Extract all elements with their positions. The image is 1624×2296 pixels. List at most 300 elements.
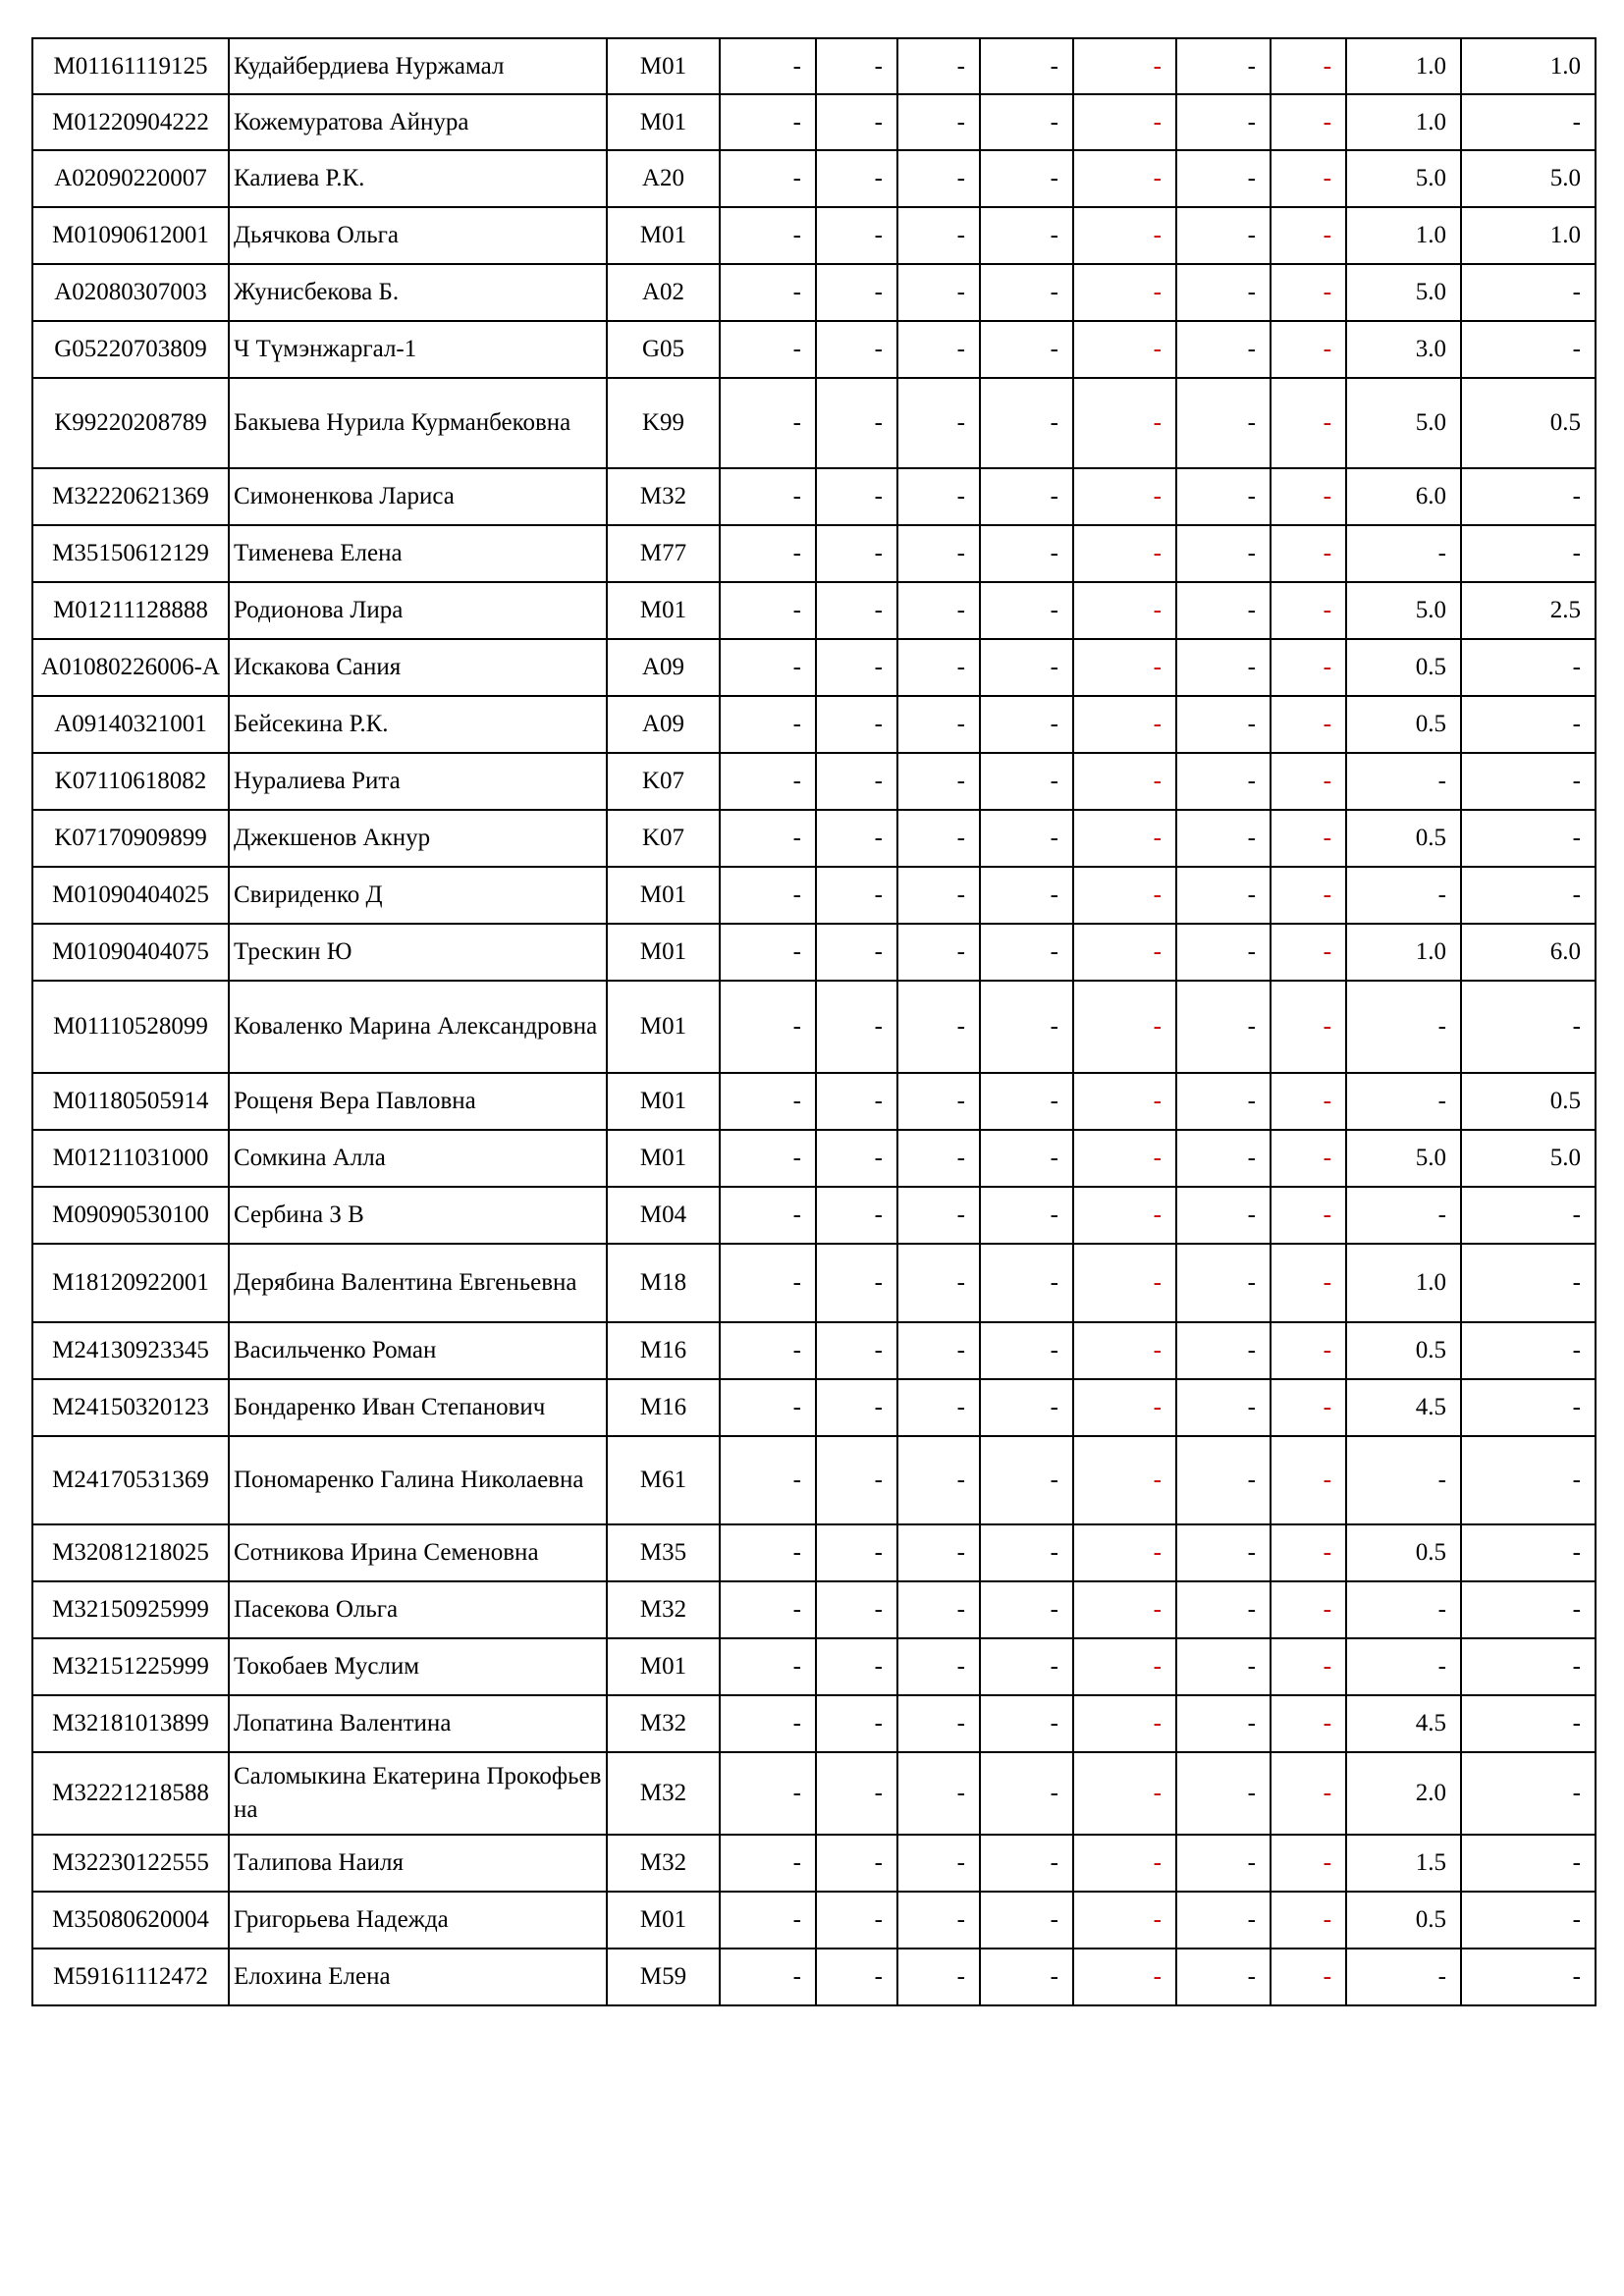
row-value-cell-8: 1.0 [1346,38,1461,94]
row-value-cell-1: - [720,468,816,525]
row-value-cell-2: - [816,1379,897,1436]
table-row [32,1892,1596,1949]
row-value-cell-8: 0.5 [1346,1524,1461,1581]
table-row [32,1949,1596,2005]
row-value-cell-9: - [1461,1379,1596,1436]
row-value-cell-6: - [1176,582,1271,639]
row-value-cell-4: - [980,639,1073,696]
row-value-cell-4: - [980,1524,1073,1581]
row-name-cell: Искакова Сания [229,639,607,696]
row-value-cell-3: - [897,696,980,753]
table-row [32,378,1596,468]
row-value-cell-7: - [1271,1949,1346,2005]
row-value-cell-3: - [897,582,980,639]
row-code-cell: M01 [607,1638,720,1695]
row-value-cell-7: - [1271,150,1346,207]
row-value-cell-5: - [1073,582,1176,639]
row-id-cell: M35080620004 [32,1892,229,1949]
row-value-cell-2: - [816,810,897,867]
table-row [32,924,1596,981]
row-value-cell-5: - [1073,1130,1176,1187]
table-row [32,639,1596,696]
row-value-cell-4: - [980,378,1073,468]
row-value-cell-8: - [1346,1187,1461,1244]
row-value-cell-2: - [816,924,897,981]
row-value-cell-6: - [1176,207,1271,264]
row-value-cell-4: - [980,94,1073,150]
row-value-cell-6: - [1176,810,1271,867]
row-id-cell: A02090220007 [32,150,229,207]
row-value-cell-7: - [1271,924,1346,981]
row-value-cell-8: - [1346,753,1461,810]
row-id-cell: A02080307003 [32,264,229,321]
row-value-cell-6: - [1176,38,1271,94]
row-value-cell-7: - [1271,810,1346,867]
row-value-cell-7: - [1271,1322,1346,1379]
row-value-cell-8: - [1346,1638,1461,1695]
row-code-cell: M35 [607,1524,720,1581]
row-value-cell-7: - [1271,1073,1346,1130]
row-name-cell: Сотникова Ирина Семеновна [229,1524,607,1581]
row-value-cell-2: - [816,378,897,468]
row-name-cell: Сербина З В [229,1187,607,1244]
table-row [32,810,1596,867]
row-value-cell-1: - [720,1835,816,1892]
row-value-cell-5: - [1073,1244,1176,1322]
row-value-cell-6: - [1176,1379,1271,1436]
row-value-cell-1: - [720,1892,816,1949]
row-code-cell: M32 [607,1695,720,1752]
row-name-cell: Дьячкова Ольга [229,207,607,264]
row-id-cell: K07110618082 [32,753,229,810]
row-value-cell-1: - [720,1244,816,1322]
row-value-cell-1: - [720,1752,816,1835]
row-id-cell: M01110528099 [32,981,229,1073]
row-value-cell-1: - [720,639,816,696]
row-value-cell-6: - [1176,1752,1271,1835]
row-value-cell-4: - [980,1949,1073,2005]
row-id-cell: M01090404075 [32,924,229,981]
row-value-cell-2: - [816,1436,897,1524]
row-code-cell: M32 [607,468,720,525]
row-value-cell-7: - [1271,321,1346,378]
row-value-cell-9: - [1461,753,1596,810]
row-value-cell-7: - [1271,753,1346,810]
row-value-cell-4: - [980,753,1073,810]
row-value-cell-7: - [1271,1752,1346,1835]
table-row [32,207,1596,264]
row-value-cell-3: - [897,1436,980,1524]
row-value-cell-2: - [816,150,897,207]
row-value-cell-9: 5.0 [1461,1130,1596,1187]
row-value-cell-3: - [897,639,980,696]
row-value-cell-5: - [1073,753,1176,810]
row-value-cell-3: - [897,150,980,207]
row-value-cell-8: - [1346,1436,1461,1524]
row-value-cell-6: - [1176,1322,1271,1379]
row-value-cell-4: - [980,150,1073,207]
row-value-cell-7: - [1271,1130,1346,1187]
row-value-cell-5: - [1073,1187,1176,1244]
row-value-cell-9: - [1461,1524,1596,1581]
row-id-cell: G05220703809 [32,321,229,378]
row-value-cell-1: - [720,753,816,810]
row-code-cell: M01 [607,207,720,264]
row-value-cell-2: - [816,639,897,696]
table-row [32,1581,1596,1638]
row-value-cell-4: - [980,207,1073,264]
table-row [32,525,1596,582]
row-value-cell-5: - [1073,1638,1176,1695]
row-value-cell-1: - [720,1436,816,1524]
row-value-cell-7: - [1271,525,1346,582]
row-name-cell: Токобаев Муслим [229,1638,607,1695]
row-value-cell-9: - [1461,1581,1596,1638]
row-value-cell-9: 1.0 [1461,38,1596,94]
row-id-cell: M01220904222 [32,94,229,150]
row-value-cell-6: - [1176,1695,1271,1752]
table-row [32,1835,1596,1892]
row-value-cell-9: 0.5 [1461,1073,1596,1130]
row-value-cell-2: - [816,696,897,753]
row-name-cell: Пасекова Ольга [229,1581,607,1638]
row-value-cell-6: - [1176,1436,1271,1524]
row-code-cell: K07 [607,810,720,867]
row-value-cell-1: - [720,150,816,207]
row-value-cell-9: - [1461,1436,1596,1524]
row-value-cell-7: - [1271,582,1346,639]
row-value-cell-2: - [816,1581,897,1638]
row-value-cell-9: 0.5 [1461,378,1596,468]
row-id-cell: M32150925999 [32,1581,229,1638]
row-value-cell-2: - [816,867,897,924]
row-code-cell: A02 [607,264,720,321]
row-name-cell: Елохина Елена [229,1949,607,2005]
row-value-cell-6: - [1176,1244,1271,1322]
row-value-cell-2: - [816,1835,897,1892]
table-row [32,38,1596,94]
row-value-cell-6: - [1176,639,1271,696]
row-id-cell: K07170909899 [32,810,229,867]
row-value-cell-8: 6.0 [1346,468,1461,525]
row-value-cell-5: - [1073,1322,1176,1379]
row-id-cell: K99220208789 [32,378,229,468]
row-value-cell-6: - [1176,867,1271,924]
row-value-cell-8: 0.5 [1346,810,1461,867]
table-row [32,1695,1596,1752]
row-name-cell: Ч Түмэнжаргал-1 [229,321,607,378]
row-value-cell-3: - [897,1835,980,1892]
row-value-cell-9: - [1461,1949,1596,2005]
row-value-cell-7: - [1271,1581,1346,1638]
row-value-cell-2: - [816,981,897,1073]
row-id-cell: M24170531369 [32,1436,229,1524]
row-id-cell: A01080226006-A [32,639,229,696]
row-value-cell-6: - [1176,924,1271,981]
row-value-cell-7: - [1271,1695,1346,1752]
row-name-cell: Талипова Наиля [229,1835,607,1892]
row-value-cell-5: - [1073,525,1176,582]
row-value-cell-2: - [816,207,897,264]
row-value-cell-9: 2.5 [1461,582,1596,639]
row-value-cell-1: - [720,321,816,378]
row-value-cell-9: 6.0 [1461,924,1596,981]
table-row [32,1073,1596,1130]
row-value-cell-6: - [1176,1949,1271,2005]
row-value-cell-8: 5.0 [1346,150,1461,207]
row-value-cell-8: 1.0 [1346,94,1461,150]
row-value-cell-6: - [1176,321,1271,378]
row-value-cell-5: - [1073,696,1176,753]
row-value-cell-6: - [1176,1581,1271,1638]
table-row [32,150,1596,207]
row-value-cell-3: - [897,378,980,468]
row-value-cell-9: - [1461,1322,1596,1379]
row-value-cell-3: - [897,38,980,94]
table-row [32,981,1596,1073]
row-name-cell: Бондаренко Иван Степанович [229,1379,607,1436]
row-value-cell-9: 5.0 [1461,150,1596,207]
table-row [32,1436,1596,1524]
row-value-cell-1: - [720,38,816,94]
row-value-cell-5: - [1073,1379,1176,1436]
row-value-cell-1: - [720,264,816,321]
row-value-cell-7: - [1271,1892,1346,1949]
row-value-cell-3: - [897,981,980,1073]
row-value-cell-3: - [897,94,980,150]
row-code-cell: M01 [607,94,720,150]
row-code-cell: M01 [607,1073,720,1130]
row-value-cell-3: - [897,1892,980,1949]
table-row [32,582,1596,639]
row-value-cell-4: - [980,1638,1073,1695]
row-name-cell: Саломыкина Екатерина Прокофьевна [229,1752,607,1835]
row-value-cell-8: 5.0 [1346,264,1461,321]
row-value-cell-8: - [1346,867,1461,924]
row-value-cell-1: - [720,924,816,981]
row-value-cell-5: - [1073,321,1176,378]
row-value-cell-5: - [1073,150,1176,207]
row-value-cell-7: - [1271,1187,1346,1244]
row-value-cell-4: - [980,1835,1073,1892]
row-value-cell-8: - [1346,981,1461,1073]
row-value-cell-3: - [897,1752,980,1835]
row-id-cell: M01090612001 [32,207,229,264]
row-value-cell-4: - [980,1581,1073,1638]
row-value-cell-4: - [980,1892,1073,1949]
row-value-cell-8: 0.5 [1346,1892,1461,1949]
row-code-cell: M01 [607,1130,720,1187]
row-value-cell-4: - [980,321,1073,378]
row-value-cell-5: - [1073,1752,1176,1835]
row-code-cell: M18 [607,1244,720,1322]
data-table [31,37,1597,2006]
row-id-cell: M01180505914 [32,1073,229,1130]
row-value-cell-4: - [980,1073,1073,1130]
row-value-cell-1: - [720,1581,816,1638]
row-value-cell-7: - [1271,639,1346,696]
table-row [32,1130,1596,1187]
row-code-cell: M77 [607,525,720,582]
row-id-cell: M24150320123 [32,1379,229,1436]
row-code-cell: A09 [607,639,720,696]
table-row [32,264,1596,321]
row-value-cell-4: - [980,264,1073,321]
row-name-cell: Нуралиева Рита [229,753,607,810]
row-value-cell-8: 0.5 [1346,696,1461,753]
row-value-cell-1: - [720,810,816,867]
row-code-cell: M59 [607,1949,720,2005]
row-name-cell: Кудайбердиева Нуржамал [229,38,607,94]
row-value-cell-7: - [1271,867,1346,924]
row-value-cell-8: 5.0 [1346,378,1461,468]
row-name-cell: Бакыева Нурила Курманбековна [229,378,607,468]
row-value-cell-8: 1.0 [1346,924,1461,981]
row-name-cell: Васильченко Роман [229,1322,607,1379]
row-code-cell: M01 [607,981,720,1073]
row-value-cell-3: - [897,1130,980,1187]
row-id-cell: M32220621369 [32,468,229,525]
row-value-cell-7: - [1271,1638,1346,1695]
row-name-cell: Свириденко Д [229,867,607,924]
row-name-cell: Пономаренко Галина Николаевна [229,1436,607,1524]
row-value-cell-6: - [1176,1524,1271,1581]
row-value-cell-4: - [980,981,1073,1073]
row-code-cell: M01 [607,867,720,924]
row-value-cell-1: - [720,94,816,150]
row-value-cell-4: - [980,582,1073,639]
row-value-cell-7: - [1271,1436,1346,1524]
row-value-cell-3: - [897,1949,980,2005]
row-value-cell-3: - [897,867,980,924]
row-value-cell-3: - [897,1244,980,1322]
row-value-cell-9: - [1461,867,1596,924]
row-value-cell-9: - [1461,1752,1596,1835]
row-value-cell-5: - [1073,924,1176,981]
row-value-cell-7: - [1271,1835,1346,1892]
row-value-cell-5: - [1073,1892,1176,1949]
row-value-cell-5: - [1073,1835,1176,1892]
row-id-cell: M32081218025 [32,1524,229,1581]
row-value-cell-8: 0.5 [1346,1322,1461,1379]
table-row [32,1379,1596,1436]
table-row [32,1244,1596,1322]
row-code-cell: K07 [607,753,720,810]
row-code-cell: M01 [607,924,720,981]
row-value-cell-6: - [1176,264,1271,321]
row-name-cell: Коваленко Марина Александровна [229,981,607,1073]
row-value-cell-9: - [1461,696,1596,753]
row-value-cell-3: - [897,1379,980,1436]
row-name-cell: Дерябина Валентина Евгеньевна [229,1244,607,1322]
row-value-cell-5: - [1073,378,1176,468]
row-value-cell-1: - [720,1322,816,1379]
row-value-cell-5: - [1073,264,1176,321]
row-value-cell-9: - [1461,1695,1596,1752]
row-value-cell-2: - [816,1638,897,1695]
row-value-cell-5: - [1073,1949,1176,2005]
row-value-cell-7: - [1271,378,1346,468]
row-value-cell-5: - [1073,1581,1176,1638]
row-value-cell-5: - [1073,639,1176,696]
row-value-cell-4: - [980,1322,1073,1379]
row-code-cell: M04 [607,1187,720,1244]
row-value-cell-8: 0.5 [1346,639,1461,696]
row-value-cell-2: - [816,1244,897,1322]
row-value-cell-7: - [1271,38,1346,94]
row-code-cell: M16 [607,1322,720,1379]
table-row [32,1638,1596,1695]
row-value-cell-1: - [720,1949,816,2005]
row-value-cell-3: - [897,207,980,264]
row-value-cell-9: - [1461,264,1596,321]
row-id-cell: M01211031000 [32,1130,229,1187]
row-value-cell-4: - [980,1187,1073,1244]
row-value-cell-9: - [1461,321,1596,378]
row-value-cell-5: - [1073,867,1176,924]
row-value-cell-7: - [1271,207,1346,264]
row-value-cell-8: 1.5 [1346,1835,1461,1892]
row-value-cell-3: - [897,1073,980,1130]
row-code-cell: G05 [607,321,720,378]
row-value-cell-2: - [816,1752,897,1835]
row-value-cell-7: - [1271,1244,1346,1322]
row-value-cell-8: 4.5 [1346,1379,1461,1436]
row-value-cell-1: - [720,582,816,639]
row-value-cell-1: - [720,981,816,1073]
row-value-cell-2: - [816,321,897,378]
row-value-cell-3: - [897,924,980,981]
row-value-cell-3: - [897,321,980,378]
table-row [32,321,1596,378]
row-value-cell-2: - [816,94,897,150]
row-name-cell: Кожемуратова Айнура [229,94,607,150]
row-value-cell-2: - [816,264,897,321]
row-id-cell: M18120922001 [32,1244,229,1322]
row-value-cell-4: - [980,810,1073,867]
row-value-cell-3: - [897,753,980,810]
row-name-cell: Лопатина Валентина [229,1695,607,1752]
row-value-cell-2: - [816,1073,897,1130]
row-value-cell-3: - [897,525,980,582]
row-value-cell-2: - [816,468,897,525]
row-value-cell-2: - [816,582,897,639]
row-name-cell: Родионова Лира [229,582,607,639]
row-value-cell-6: - [1176,1187,1271,1244]
row-name-cell: Симоненкова Лариса [229,468,607,525]
row-code-cell: M32 [607,1835,720,1892]
row-value-cell-1: - [720,1073,816,1130]
row-name-cell: Бейсекина Р.К. [229,696,607,753]
row-id-cell: M01161119125 [32,38,229,94]
table-row [32,1752,1596,1835]
row-value-cell-5: - [1073,1073,1176,1130]
row-value-cell-2: - [816,1949,897,2005]
row-value-cell-9: - [1461,1892,1596,1949]
row-value-cell-8: 4.5 [1346,1695,1461,1752]
row-value-cell-4: - [980,1130,1073,1187]
row-value-cell-6: - [1176,525,1271,582]
row-value-cell-9: 1.0 [1461,207,1596,264]
row-value-cell-5: - [1073,1695,1176,1752]
table-row [32,94,1596,150]
row-code-cell: M01 [607,1892,720,1949]
row-value-cell-6: - [1176,94,1271,150]
row-value-cell-1: - [720,1524,816,1581]
row-value-cell-8: 1.0 [1346,1244,1461,1322]
row-id-cell: M01211128888 [32,582,229,639]
row-value-cell-7: - [1271,696,1346,753]
